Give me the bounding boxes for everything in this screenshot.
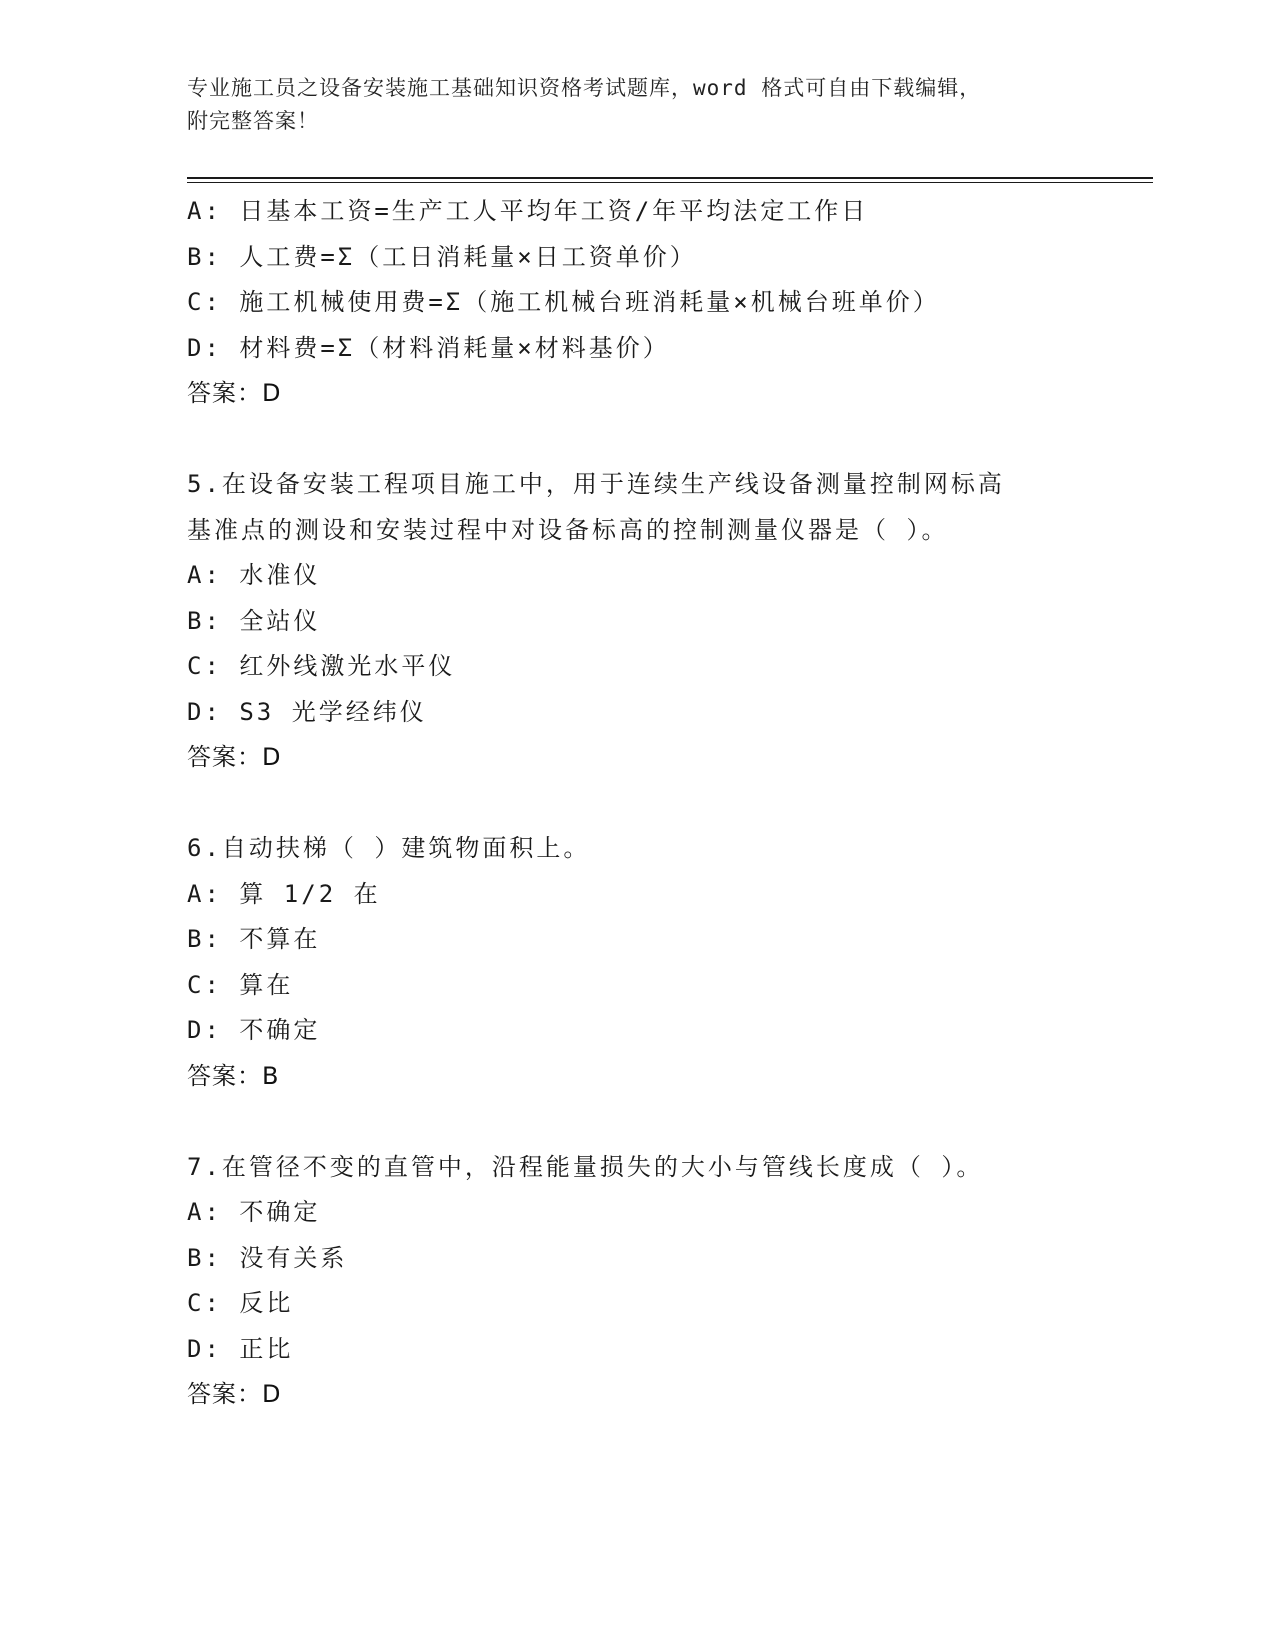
- header-line-1: 专业施工员之设备安装施工基础知识资格考试题库，word 格式可自由下载编辑，: [187, 76, 982, 100]
- question-stem-line-1: 5.在设备安装工程项目施工中，用于连续生产线设备测量控制网标高: [187, 470, 1005, 498]
- header-rule-thin: [187, 182, 1153, 183]
- option-b: B: 人工费=Σ（工日消耗量×日工资单价）: [187, 242, 697, 271]
- header-rule-thick: [187, 177, 1153, 179]
- page-header: [187, 72, 1147, 138]
- option-d: D: 不确定: [187, 1016, 321, 1044]
- question-stem-line-1: 6.自动扶梯（ ）建筑物面积上。: [187, 834, 591, 862]
- option-b: B: 没有关系: [187, 1243, 348, 1272]
- option-b: B: 不算在: [187, 925, 321, 953]
- header-line-2: 附完整答案！: [187, 109, 319, 133]
- question-5: [187, 462, 1153, 781]
- option-c: C: 反比: [187, 1289, 294, 1317]
- option-a: A: 日基本工资=生产工人平均年工资/年平均法定工作日: [187, 197, 869, 225]
- option-d: D: S3 光学经纬仪: [187, 697, 427, 726]
- option-c: C: 算在: [187, 970, 294, 999]
- option-a: A: 算 1/2 在: [187, 879, 381, 908]
- option-c: C: 施工机械使用费=Σ（施工机械台班消耗量×机械台班单价）: [187, 288, 940, 316]
- question-4: [187, 189, 1153, 417]
- spacer: [187, 1099, 1153, 1145]
- question-stem-line-1: 7.在管径不变的直管中，沿程能量损失的大小与管线长度成（ ）。: [187, 1152, 984, 1181]
- option-d: D: 正比: [187, 1334, 294, 1363]
- question-list: [187, 189, 1153, 1418]
- answer: 答案：D: [187, 1380, 282, 1408]
- spacer: [187, 417, 1153, 463]
- option-a: A: 水准仪: [187, 561, 321, 589]
- answer: 答案：D: [187, 743, 282, 771]
- question-7: [187, 1145, 1153, 1418]
- option-b: B: 全站仪: [187, 606, 321, 635]
- question-6: [187, 826, 1153, 1099]
- question-stem-line-2: 基准点的测设和安装过程中对设备标高的控制测量仪器是（ ）。: [187, 515, 949, 544]
- answer: 答案：B: [187, 1061, 280, 1090]
- option-c: C: 红外线激光水平仪: [187, 652, 456, 680]
- option-d: D: 材料费=Σ（材料消耗量×材料基价）: [187, 333, 670, 362]
- spacer: [187, 781, 1153, 827]
- option-a: A: 不确定: [187, 1198, 321, 1226]
- answer: 答案：D: [187, 379, 282, 407]
